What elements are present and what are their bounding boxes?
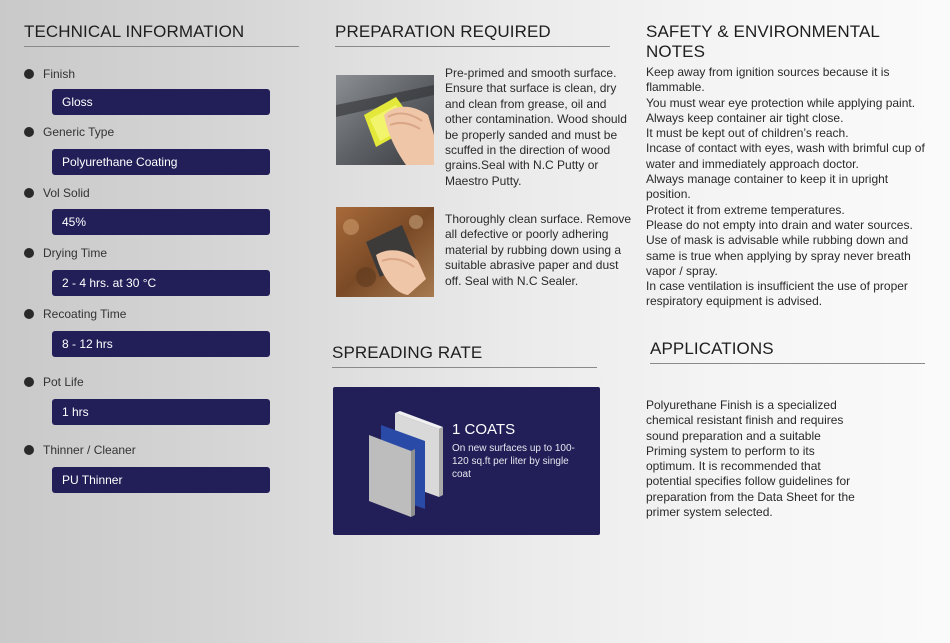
coats-title: 1 COATS: [452, 421, 516, 438]
bullet-icon: [24, 127, 34, 137]
spec-label-generic-type: Generic Type: [43, 125, 115, 139]
safety-note: You must wear eye protection while applying paint.: [646, 95, 916, 110]
preparation-step-1-text: Pre-primed and smooth surface. Ensure that surface is clean, dry and clean from grease, oil and other contamination. Wood should be properly sanded and must be scuffed in the direction of wood grains.Seal with N.C Putty or Maestro Putty.: [445, 66, 627, 188]
applications-heading: APPLICATIONS: [650, 339, 925, 364]
spec-label-finish: Finish: [43, 67, 76, 81]
spec-value-generic-type: Polyurethane Coating: [52, 149, 270, 175]
safety-heading: SAFETY & ENVIRONMENTAL NOTES: [646, 22, 880, 61]
spec-value-vol-solid: 45%: [52, 209, 270, 235]
safety-note: Always keep container air tight close.: [646, 110, 844, 125]
safety-notes: [646, 65, 936, 310]
spec-value-thinner: PU Thinner: [52, 467, 270, 493]
spec-label-recoating-time: Recoating Time: [43, 307, 127, 321]
spec-label-pot-life: Pot Life: [43, 375, 84, 389]
bullet-icon: [24, 188, 34, 198]
safety-note: Keep away from ignition sources because it is flammable.: [646, 65, 890, 95]
preparation-heading: PREPARATION REQUIRED: [335, 22, 610, 47]
spec-value-recoating-time: 8 - 12 hrs: [52, 331, 270, 357]
spec-label-drying-time: Drying Time: [43, 246, 108, 260]
spec-value-finish: Gloss: [52, 89, 270, 115]
bullet-icon: [24, 248, 34, 258]
spreading-heading: SPREADING RATE: [332, 343, 597, 368]
safety-note: Please do not empty into drain and water sources.: [646, 217, 913, 232]
bullet-icon: [24, 69, 34, 79]
bullet-icon: [24, 377, 34, 387]
sanding-photo: [336, 75, 434, 165]
abrasive-hand-icon: [336, 207, 434, 297]
applications-text: Polyurethane Finish is a specialized chemical resistant finish and requires sound preparation and a suitable Priming system to perform to its optimum. It is recommended that potential specifies follow guidelines for preparation from the Data Sheet for the primer system selected.: [646, 398, 855, 520]
technical-heading: TECHNICAL INFORMATION: [24, 22, 299, 47]
spec-value-drying-time: 2 - 4 hrs. at 30 °C: [52, 270, 270, 296]
safety-note: Use of mask is advisable while rubbing down and same is true when applying by spray never breath vapor / spray.: [646, 233, 911, 278]
safety-note: Always manage container to keep it in upright position.: [646, 172, 889, 202]
safety-note: Incase of contact with eyes, wash with brimful cup of water and immediately approach doctor.: [646, 141, 925, 171]
spec-label-vol-solid: Vol Solid: [43, 186, 90, 200]
coats-description: On new surfaces up to 100-120 sq.ft per liter by single coat: [452, 443, 575, 480]
coat-layers-icon: [363, 409, 453, 519]
abrasive-photo: [336, 207, 434, 297]
preparation-step-2-text: Thoroughly clean surface. Remove all defective or poorly adhering material by rubbing down using a suitable abrasive paper and dust off. Seal with N.C Sealer.: [445, 212, 632, 288]
bullet-icon: [24, 309, 34, 319]
safety-note: In case ventilation is insufficient the use of proper respiratory equipment is advised.: [646, 279, 908, 309]
spec-value-pot-life: 1 hrs: [52, 399, 270, 425]
safety-note: Protect it from extreme temperatures.: [646, 202, 845, 217]
spec-label-thinner: Thinner / Cleaner: [43, 443, 136, 457]
spreading-rate-card: [333, 387, 600, 535]
safety-note: It must be kept out of children’s reach.: [646, 126, 849, 141]
bullet-icon: [24, 445, 34, 455]
sanding-hand-icon: [336, 75, 434, 165]
